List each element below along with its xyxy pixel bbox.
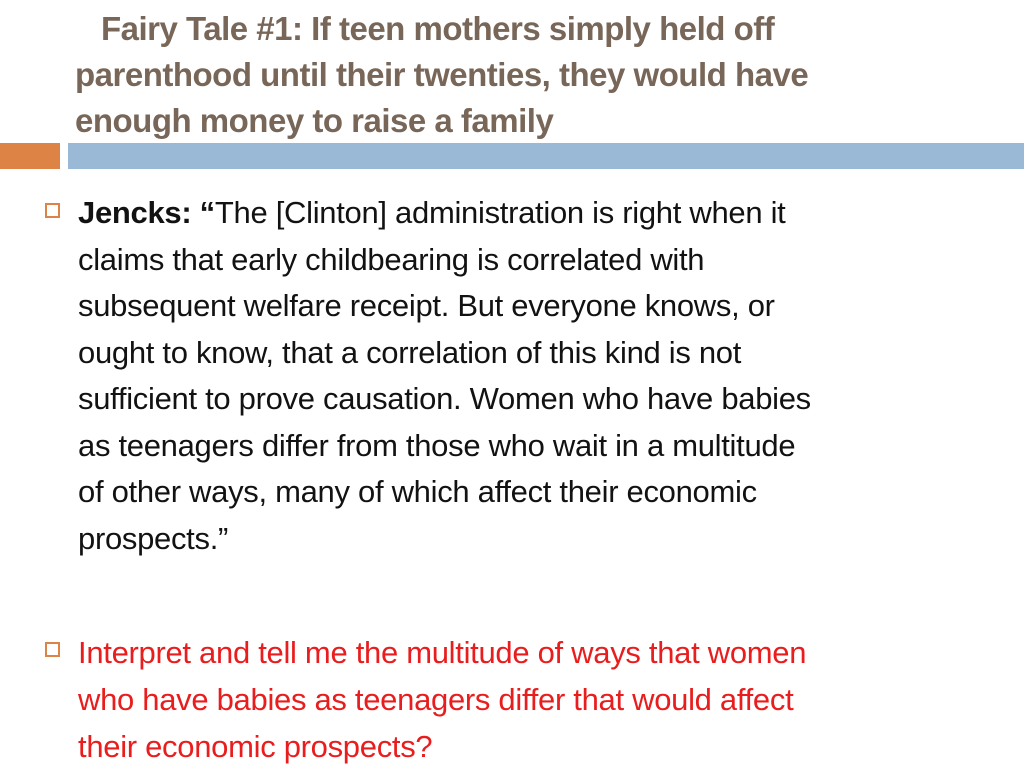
text-line	[78, 190, 985, 237]
text-line: claims that early childbearing is correlated with	[78, 241, 705, 277]
interpret-prompt-text	[78, 629, 985, 768]
bullet-item-jencks-quote	[45, 190, 985, 562]
jencks-label: Jencks: “	[78, 195, 215, 230]
text-line: Interpret and tell me the multitude of ways that women	[78, 635, 807, 670]
bullet-item-interpret-prompt	[45, 629, 985, 768]
jencks-quote-text	[78, 190, 985, 562]
square-bullet-icon	[45, 642, 60, 657]
text-line: as teenagers differ from those who wait in a multitude	[78, 427, 796, 463]
quote-remaining-lines	[78, 237, 985, 563]
text-line: of other ways, many of which affect their economic	[78, 474, 757, 509]
text-line: parenthood until their twenties, they would have	[75, 56, 809, 93]
text-line: prospects.”	[78, 520, 229, 556]
text-line: ought to know, that a correlation of this kind is not	[78, 334, 742, 370]
title-divider-band	[0, 143, 1024, 169]
text-line: who have babies as teenagers differ that would affect	[78, 682, 794, 717]
text-line: subsequent welfare receipt. But everyone knows, or	[78, 288, 775, 323]
text-line: enough money to raise a family	[75, 102, 554, 139]
accent-blue-bar	[68, 143, 1024, 169]
text-line: sufficient to prove causation. Women who have babies	[78, 381, 811, 416]
slide-title	[75, 6, 975, 144]
square-bullet-icon	[45, 203, 60, 218]
text-line: Fairy Tale #1: If teen mothers simply held off	[101, 10, 775, 47]
accent-orange-block	[0, 143, 60, 169]
text-line: their economic prospects?	[78, 729, 433, 764]
quote-first-line-text: The [Clinton] administration is right when it	[214, 195, 786, 230]
